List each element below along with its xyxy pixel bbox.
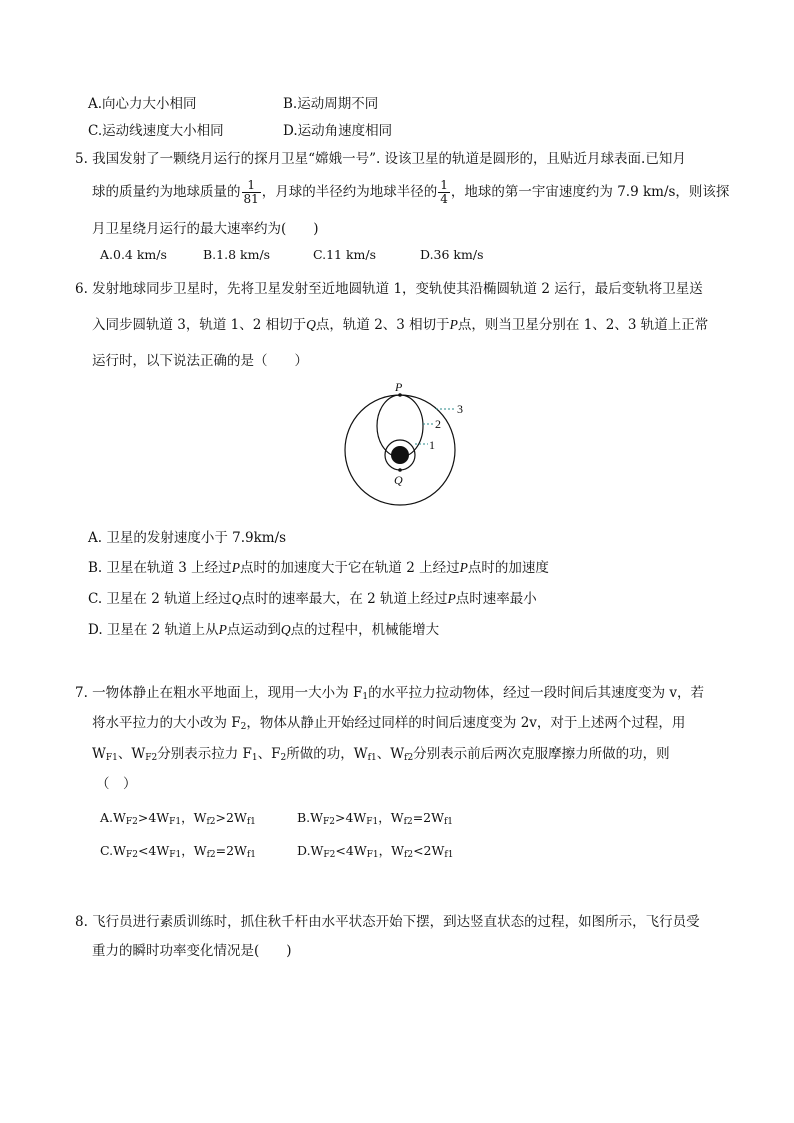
point-q-label: Q [306,317,316,332]
earth-disk [391,446,409,464]
q4-option-c: C.运动线速度大小相同 [88,123,224,139]
q6-option-b [88,559,549,577]
q7-option-b [297,809,453,831]
q5-text-b: ，月球的半径约为地球半径的 [261,184,438,200]
q7c-m2: ，W [181,843,207,858]
radius-fraction-numerator: 1 [440,178,448,192]
q7c-s3: f2 [206,850,216,860]
q7-l2-a: 将水平拉力的大小改为 F [92,715,241,731]
q7a-m3: >2W [215,810,247,825]
q5-option-a: A.0.4 km/s [100,247,167,262]
q6b-text-b: 点时的加速度大于它在轨道 2 上经过 [239,560,460,576]
q6-text-b: 点，轨道 2、3 相切于 [315,317,450,333]
q7-line-2 [92,714,685,736]
q4-option-a: A.向心力大小相同 [88,96,197,112]
q7c-m3: =2W [215,843,247,858]
q7d-m2: ，W [378,843,405,858]
q7-l3-e: 所做的功，W [286,746,368,762]
q6-text-c: 点，则当卫星分别在 1、2、3 轨道上正常 [457,317,709,333]
q6d-text-b: 点运动到 [226,622,281,638]
q6d-q: Q [280,622,291,637]
q7c-s1: F2 [125,850,138,860]
q7-l3-c: 分别表示拉力 F [157,746,252,762]
q4-option-d: D.运动角速度相同 [283,123,393,139]
q7-l3-f: 、W [376,746,405,762]
q7a-m1: >4W [137,810,170,825]
radius-fraction [438,179,450,206]
q7-l1-sub: 1 [362,692,369,702]
point-q-dot [398,468,402,472]
q7-l3-g: 分别表示前后两次克服摩擦力所做的功，则 [413,746,670,762]
q7-l3-s5: f1 [367,753,377,763]
q7b-s4: f1 [443,817,454,827]
q7b-m3: =2W [412,810,444,825]
q4-option-b: B.运动周期不同 [283,96,379,112]
q7a-s4: f1 [246,817,256,827]
q6-line-2 [92,316,708,334]
q6-option-d [88,621,439,639]
q6d-text-a: D. 卫星在 2 轨道上从 [88,622,219,638]
q6-text-a: 入同步圆轨道 3，轨道 1、2 相切于 [92,317,307,333]
q7b-s3: f2 [403,817,413,827]
q5-line-1: 5. 我国发射了一颗绕月运行的探月卫星“嫦娥一号”. 设该卫星的轨道是圆形的，且贴近月球表面.已知月 [75,151,686,167]
q7-l3-s3: 1 [251,753,258,763]
q6-line-3: 运行时，以下说法正确的是（ ） [92,353,308,369]
q6-option-a: A. 卫星的发射速度小于 7.9km/s [88,530,287,546]
q6c-q: Q [231,591,242,606]
q6d-p: P [218,622,227,637]
q7-l3-s4: 2 [280,753,287,763]
mass-fraction-numerator: 1 [242,179,261,193]
q7c-l: C.W [100,843,126,858]
q7a-s2: F1 [169,817,182,827]
q7-option-d [297,842,453,864]
q7d-s4: f1 [444,850,454,860]
q7d-m1: <4W [335,843,367,858]
q6b-p1: P [231,560,240,575]
q6c-text-b: 点时的速率最大，在 2 轨道上经过 [241,591,448,607]
q7-l3-s2: F2 [145,753,158,763]
q5-option-b: B.1.8 km/s [203,247,271,262]
diagram-label-1: 1 [429,438,435,452]
q7c-s2: F1 [169,850,182,860]
diagram-label-3: 3 [457,402,463,416]
q7d-l: D.W [297,843,324,858]
q7-l3-s1: F1 [105,753,118,763]
q6b-p2: P [459,560,468,575]
q6c-p: P [447,591,456,606]
q5-text-c: ，地球的第一宇宙速度约为 7.9 km/s，则该探 [450,184,730,200]
q8-line-2: 重力的瞬时功率变化情况是( ) [92,943,292,959]
q6c-text-a: C. 卫星在 2 轨道上经过 [88,591,232,607]
q7-l3-w: W [92,746,106,762]
q6b-text-c: 点时的加速度 [467,560,549,576]
q6d-text-c: 点的过程中，机械能增大 [290,622,440,638]
q6-option-c [88,590,537,608]
q6-line-1: 6. 发射地球同步卫星时，先将卫星发射至近地圆轨道 1，变轨使其沿椭圆轨道 2 运行，最后变轨将卫星送 [75,281,703,297]
q8-line-1: 8. 飞行员进行素质训练时，抓住秋千杆由水平状态开始下摆，到达竖直状态的过程，如图所示，飞行员受 [75,914,700,930]
q7a-s1: F2 [125,817,138,827]
q7-option-a [100,809,256,831]
q7-l2-b: ，物体从静止开始经过同样的时间后速度变为 2v，对于上述两个过程，用 [246,715,686,731]
q7c-s4: f1 [246,850,256,860]
q7d-m3: <2W [413,843,445,858]
q7b-m1: >4W [335,810,367,825]
q5-text-a: 球的质量约为地球质量的 [92,184,241,200]
q7-line-4: （ ） [96,776,137,792]
q7-l3-s6: f2 [404,753,414,763]
mass-fraction-denominator: 81 [243,192,259,206]
q7d-s3: f2 [404,850,414,860]
q7b-s1: F2 [323,817,335,827]
q7-l2-sub: 2 [240,722,247,732]
diagram-label-p: P [395,380,403,394]
q7-line-1 [75,684,704,706]
diagram-label-2: 2 [435,417,441,431]
mass-fraction [242,179,261,206]
q7-l1-a: 7. 一物体静止在粗水平地面上，现用一大小为 F [75,685,363,701]
q7b-m2: ，W [378,810,404,825]
q5-line-2 [92,177,729,207]
q7b-l: B.W [297,810,324,825]
q7d-s1: F2 [323,850,336,860]
q7-l3-b: 、W [117,746,146,762]
q7a-m2: ，W [181,810,207,825]
q7a-s3: f2 [206,817,216,827]
q7a-l: A.W [100,810,126,825]
q6b-text-a: B. 卫星在轨道 3 上经过 [88,560,232,576]
orbit-diagram [340,380,470,510]
q7-option-c [100,842,256,864]
q7-l1-b: 的水平拉力拉动物体，经过一段时间后其速度变为 v，若 [368,685,704,701]
q5-option-c: C.11 km/s [313,247,377,262]
q7-line-3 [92,745,670,767]
q5-option-d: D.36 km/s [420,247,484,262]
q5-line-3: 月卫星绕月运行的最大速率约为( ) [92,221,319,237]
q7c-m1: <4W [137,843,170,858]
radius-fraction-denominator: 4 [440,192,448,206]
q6c-text-c: 点时速率最小 [455,591,537,607]
q7b-s2: F1 [366,817,379,827]
q7d-s2: F1 [366,850,379,860]
diagram-label-q: Q [394,473,403,487]
q7-l3-d: 、F [257,746,281,762]
point-p-label: P [449,317,458,332]
